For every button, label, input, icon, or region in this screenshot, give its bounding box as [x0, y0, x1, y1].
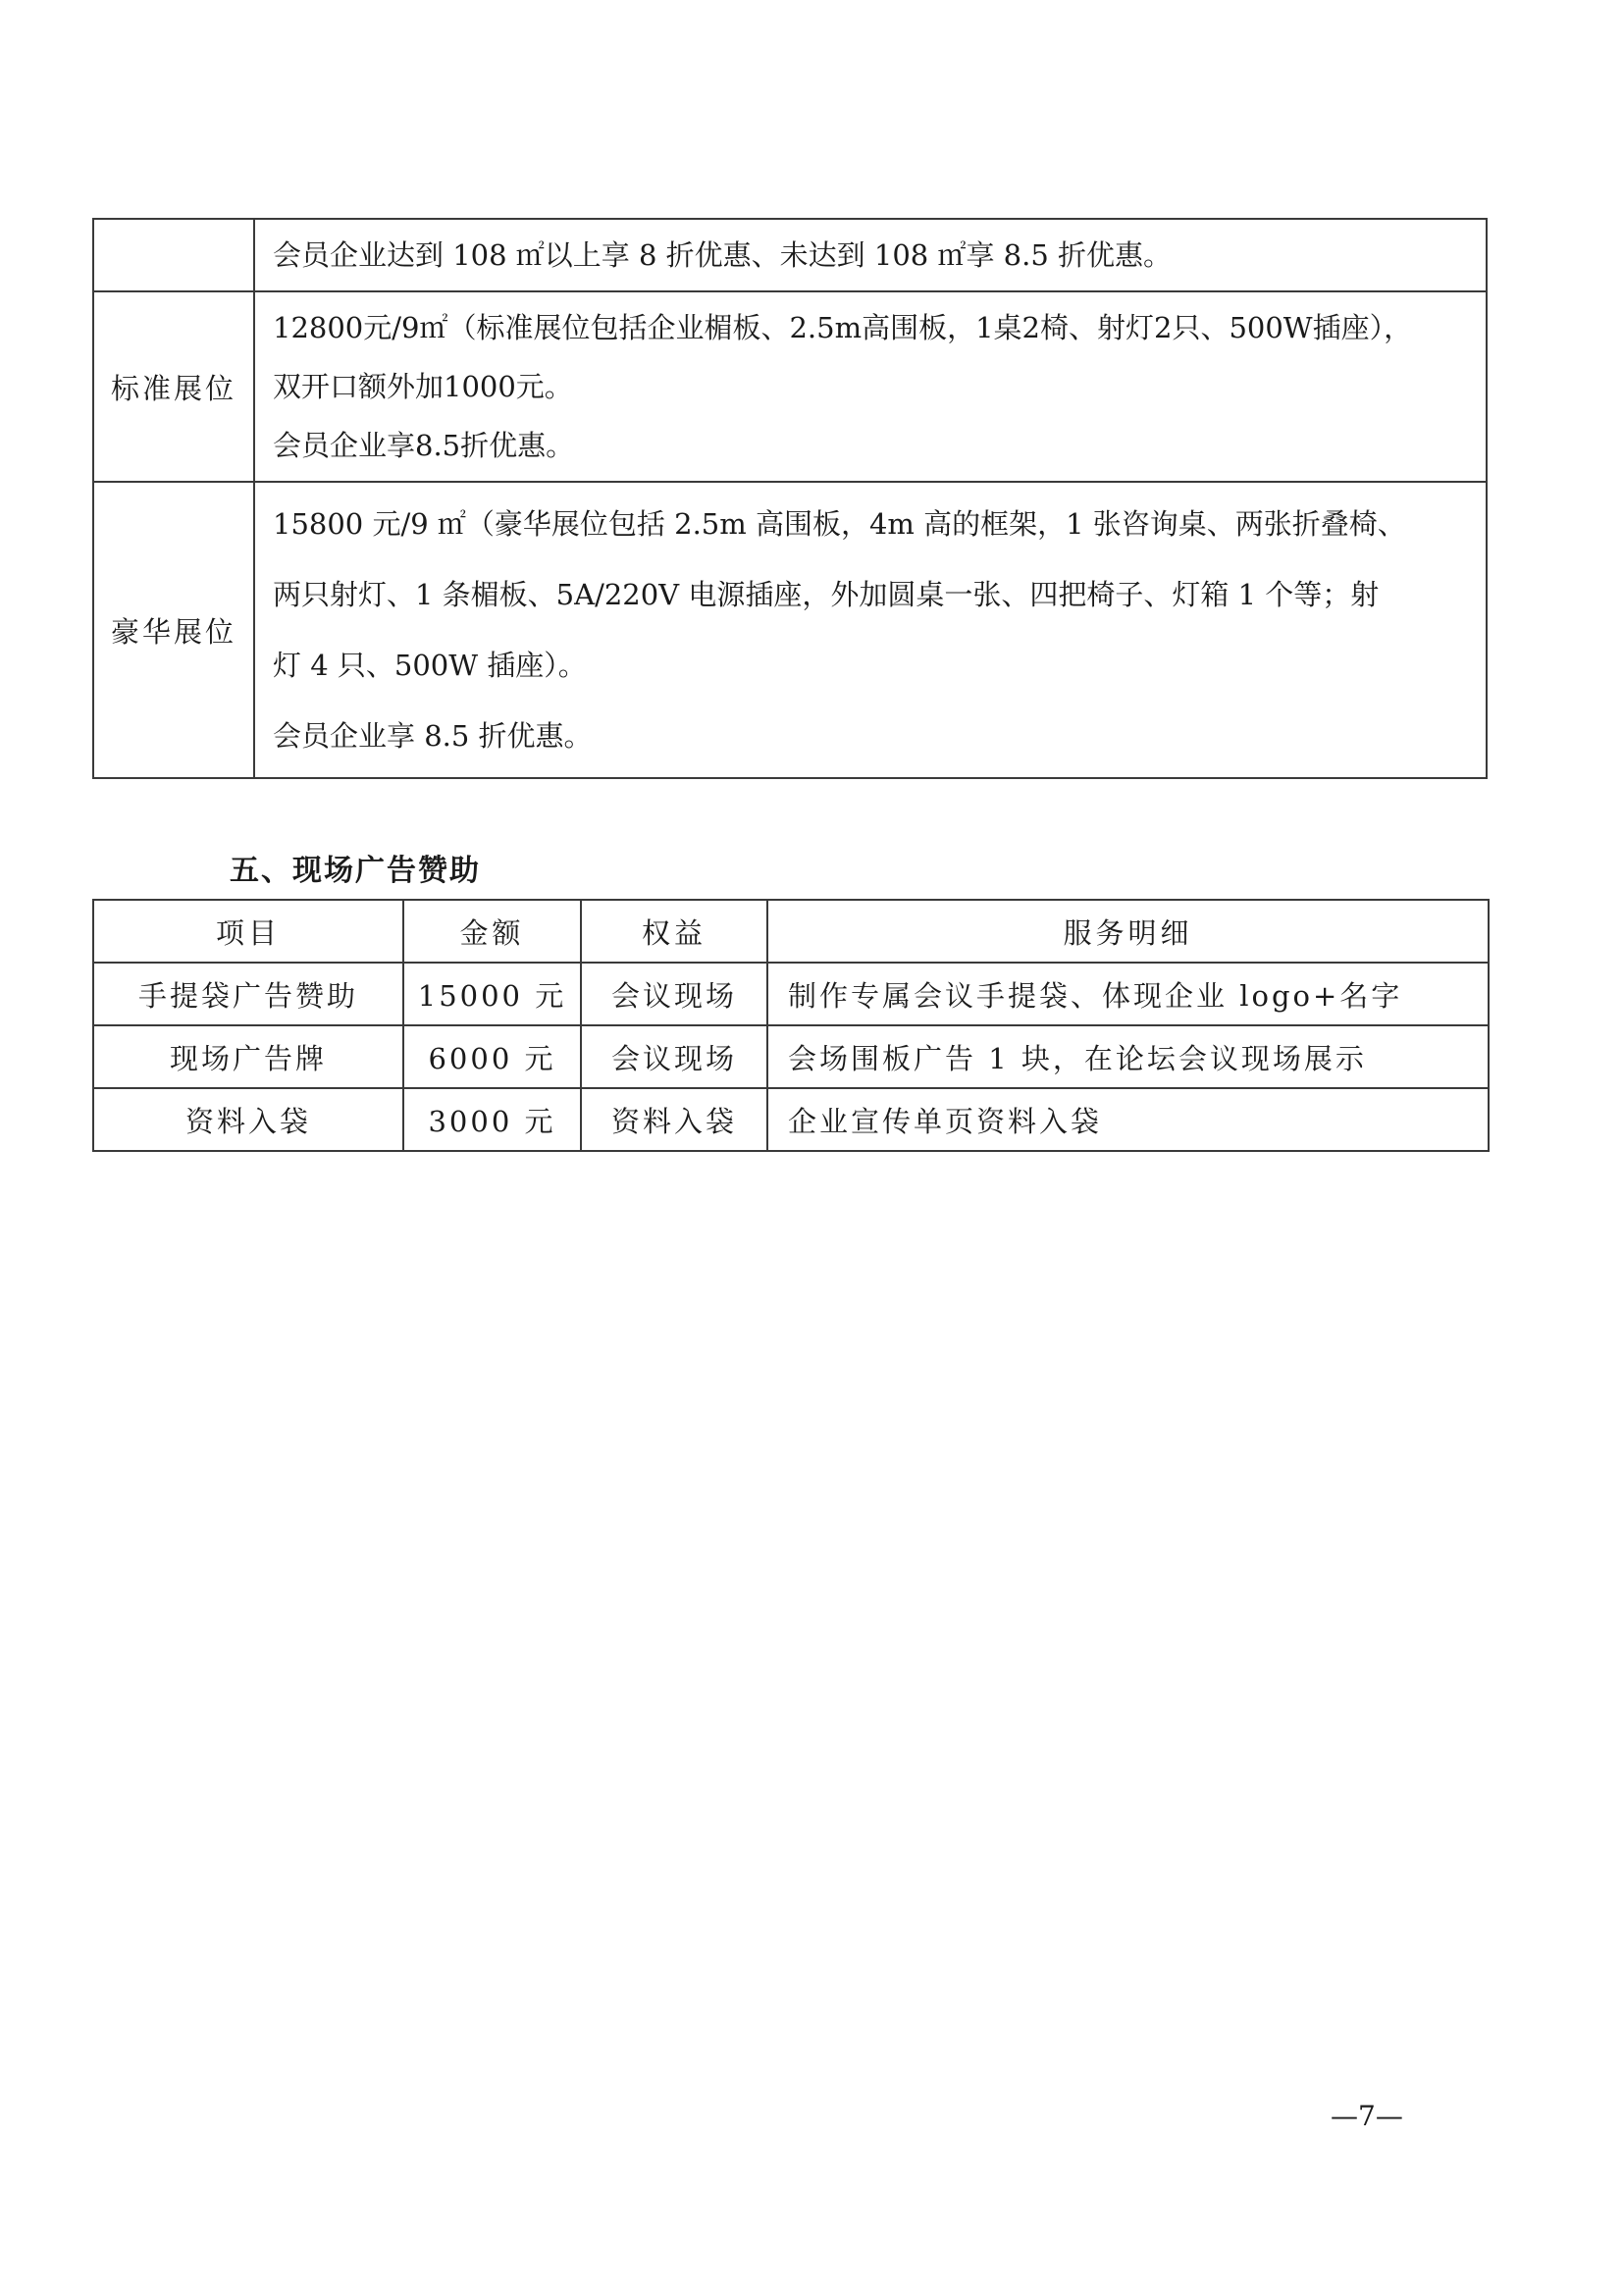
booth-pricing-table: [92, 218, 1488, 779]
booth-category: [93, 219, 254, 291]
service-details-cell: 制作专属会议手提袋、体现企业 logo+名字: [767, 963, 1489, 1025]
column-header-rights: 权益: [581, 900, 767, 963]
table-row: [93, 482, 1487, 778]
booth-category: 豪华展位: [93, 482, 254, 778]
amount-cell: 3000 元: [403, 1088, 581, 1151]
item-cell: 资料入袋: [93, 1088, 403, 1151]
item-cell: 手提袋广告赞助: [93, 963, 403, 1025]
booth-description: [254, 219, 1487, 291]
amount-cell: 15000 元: [403, 963, 581, 1025]
table-row: [93, 219, 1487, 291]
table-header-row: [93, 900, 1489, 963]
table-row: [93, 1088, 1489, 1151]
service-details-cell: 会场围板广告 1 块，在论坛会议现场展示: [767, 1025, 1489, 1088]
section-heading: 五、现场广告赞助: [230, 854, 481, 888]
description-line: 会员企业享 8.5 折优惠。: [273, 719, 593, 753]
column-header-item: 项目: [93, 900, 403, 963]
column-header-amount: 金额: [403, 900, 581, 963]
page-number: —7—: [1331, 2100, 1403, 2132]
column-header-service-details: 服务明细: [767, 900, 1489, 963]
table-row: [93, 1025, 1489, 1088]
description-line: 两只射灯、1 条楣板、5A/220V 电源插座，外加圆桌一张、四把椅子、灯箱 1 个等；射: [273, 578, 1380, 611]
booth-category: 标准展位: [93, 291, 254, 482]
rights-cell: 资料入袋: [581, 1088, 767, 1151]
description-line: 12800元/9㎡（标准展位包括企业楣板、2.5m高围板，1桌2椅、射灯2只、500W插座），: [273, 311, 1413, 344]
rights-cell: 会议现场: [581, 1025, 767, 1088]
description-line: 双开口额外加1000元。: [273, 370, 573, 403]
advertising-sponsorship-table: [92, 899, 1490, 1152]
description-line: 会员企业享8.5折优惠。: [273, 429, 575, 462]
item-cell: 现场广告牌: [93, 1025, 403, 1088]
service-details-cell: 企业宣传单页资料入袋: [767, 1088, 1489, 1151]
description-line: 会员企业达到 108 ㎡以上享 8 折优惠、未达到 108 ㎡享 8.5 折优惠。: [273, 238, 1173, 272]
description-line: 灯 4 只、500W 插座）。: [273, 649, 587, 682]
booth-description: [254, 291, 1487, 482]
rights-cell: 会议现场: [581, 963, 767, 1025]
booth-description: [254, 482, 1487, 778]
description-line: 15800 元/9 ㎡（豪华展位包括 2.5m 高围板，4m 高的框架，1 张咨询桌、两张折叠椅、: [273, 507, 1406, 541]
table-row: [93, 963, 1489, 1025]
table-row: [93, 291, 1487, 482]
amount-cell: 6000 元: [403, 1025, 581, 1088]
